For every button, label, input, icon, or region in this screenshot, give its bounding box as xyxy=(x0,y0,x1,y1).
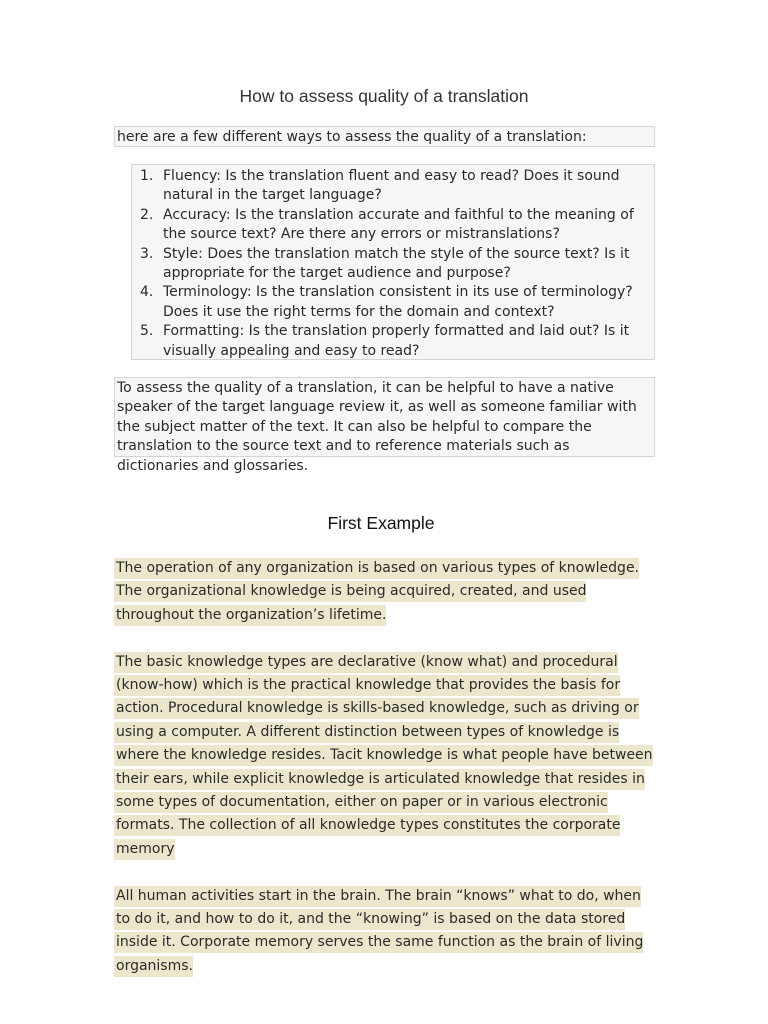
criteria-item xyxy=(132,206,648,245)
criteria-text: Accuracy: Is the translation accurate and faithful to the meaning of the source text? Are there any errors or mistranslations? xyxy=(163,206,634,243)
document-title: How to assess quality of a translation xyxy=(239,86,529,106)
example-paragraph xyxy=(114,885,655,979)
criteria-box xyxy=(131,164,655,360)
example-paragraph-text: All human activities start in the brain. The brain “knows” what to do, when to do it, and how to do it, and the “knowing” is based on the data stored inside it. Corporate memory serves the same function as the brain of living organisms. xyxy=(114,886,643,977)
example-paragraph xyxy=(114,557,655,627)
criteria-text: Style: Does the translation match the style of the source text? Is it appropriate for the target audience and purpose? xyxy=(163,245,630,282)
criteria-item xyxy=(132,245,648,284)
advice-box xyxy=(114,377,655,474)
criteria-item xyxy=(132,167,648,206)
example-text-block xyxy=(114,557,655,978)
criteria-item xyxy=(132,322,648,361)
criteria-number: 5. xyxy=(140,323,154,340)
intro-text: here are a few different ways to assess the quality of a translation: xyxy=(117,129,587,145)
criteria-number: 2. xyxy=(140,206,154,223)
advice-text: To assess the quality of a translation, it can be helpful to have a native speaker of the target language review it, as well as someone familiar with the subject matter of the text. It can also be helpful to compare the translation to the source text and to reference materials such as dictionaries and glossaries. xyxy=(117,380,637,474)
example-heading: First Example xyxy=(327,513,435,533)
example-paragraph-text: The basic knowledge types are declarative (know what) and procedural (know-how) which is the practical knowledge that provides the basis for action. Procedural knowledge is skills-based knowledge, such as driving or using a computer. A different distinction between types of knowledge is where the knowledge resides. Tacit knowledge is what people have between their ears, while explicit knowledge is articulated knowledge that resides in some types of documentation, either on paper or in various electronic formats. The collection of all knowledge types constitutes the corporate memory xyxy=(114,652,653,860)
criteria-number: 4. xyxy=(140,284,154,301)
example-paragraph-text: The operation of any organization is based on various types of knowledge. The organizational knowledge is being acquired, created, and used throughout the organization’s lifetime. xyxy=(114,558,639,626)
criteria-number: 3. xyxy=(140,245,154,262)
criteria-item xyxy=(132,283,648,322)
criteria-number: 1. xyxy=(140,168,154,184)
criteria-list xyxy=(132,167,648,361)
criteria-text: Terminology: Is the translation consistent in its use of terminology? Does it use the right terms for the domain and context? xyxy=(163,284,633,320)
example-paragraph xyxy=(114,651,655,862)
criteria-text: Fluency: Is the translation fluent and easy to read? Does it sound natural in the target language? xyxy=(163,168,620,204)
criteria-text: Formatting: Is the translation properly formatted and laid out? Is it visually appealing and easy to read? xyxy=(163,323,630,359)
intro-box xyxy=(114,126,655,147)
